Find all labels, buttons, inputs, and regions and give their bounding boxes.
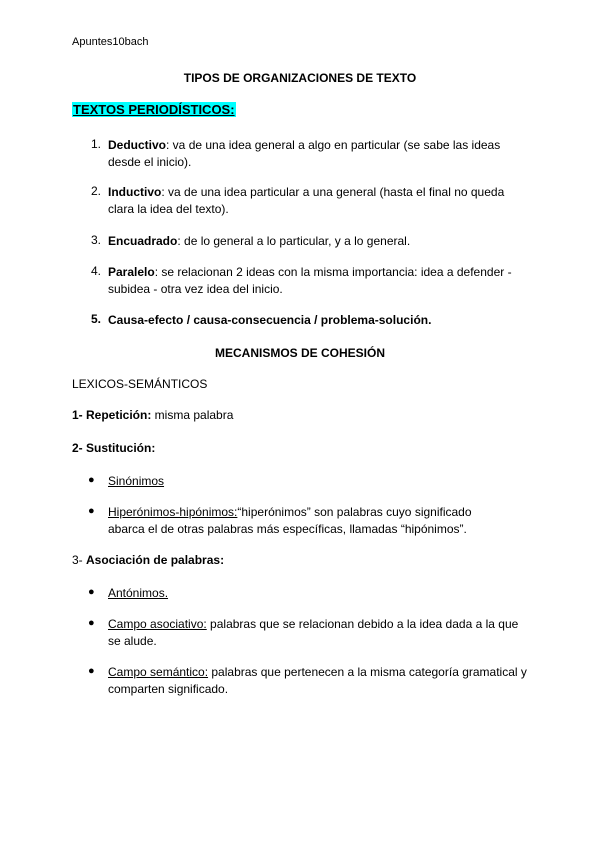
- bullet-icon: ●: [88, 586, 95, 598]
- list-item-inductivo: [108, 184, 528, 217]
- page-title: TIPOS DE ORGANIZACIONES DE TEXTO: [183, 71, 417, 85]
- list-item-paralelo: [108, 264, 528, 297]
- document-header: Apuntes10bach: [72, 36, 149, 48]
- label: 2- Sustitución:: [72, 441, 156, 455]
- definition: : se relacionan 2 ideas con la misma importancia: idea a defender - subidea - otra vez idea del inicio.: [108, 265, 512, 296]
- definition: palabras que se relacionan debido a la idea dada a la que se alude.: [108, 617, 519, 648]
- list-number: 4.: [91, 264, 102, 278]
- term: Hiperónimos-hipónimos:: [108, 505, 238, 519]
- label: 1- Repetición:: [72, 408, 152, 422]
- definition: “hiperónimos” son palabras cuyo significado abarca el de otras palabras más específicas, llamadas “hipónimos”.: [108, 505, 472, 536]
- definition: : va de una idea particular a una general (hasta el final no queda clara la idea del texto).: [108, 185, 505, 216]
- subsection-lexicos: LEXICOS-SEMÁNTICOS: [72, 377, 208, 391]
- term: Causa-efecto / causa-consecuencia / problema-solución.: [108, 313, 432, 327]
- bullet-icon: ●: [88, 505, 95, 517]
- bullet-icon: ●: [88, 474, 95, 486]
- term: Deductivo: [108, 138, 167, 152]
- list-number: 5.: [91, 312, 102, 326]
- list-item-sinonimos: [108, 473, 528, 490]
- bullet-icon: ●: [88, 617, 95, 629]
- sustitucion-heading: [72, 441, 155, 455]
- list-item-causa-efecto: [108, 312, 528, 329]
- list-item-campo-semantico: [108, 664, 528, 697]
- definition: palabras que pertenecen a la misma categoría gramatical y comparten significado.: [108, 665, 527, 696]
- bullet-icon: ●: [88, 665, 95, 677]
- term: Paralelo: [108, 265, 155, 279]
- repeticion-line: [72, 408, 233, 422]
- section-title-cohesion: MECANISMOS DE COHESIÓN: [214, 346, 385, 360]
- list-item-hiperonimos: [108, 504, 508, 537]
- term: Encuadrado: [108, 234, 178, 248]
- list-item-encuadrado: [108, 233, 528, 250]
- prefix: 3-: [72, 553, 87, 567]
- list-number: 2.: [91, 184, 102, 198]
- list-number: 1.: [91, 137, 102, 151]
- term: Campo semántico:: [108, 665, 209, 679]
- term: Sinónimos: [108, 474, 165, 488]
- list-number: 3.: [91, 233, 102, 247]
- list-item-deductivo: [108, 137, 528, 170]
- text: misma palabra: [151, 408, 234, 422]
- asociacion-heading: [72, 553, 224, 567]
- definition: : de lo general a lo particular, y a lo general.: [177, 234, 411, 248]
- label: Asociación de palabras:: [86, 553, 225, 567]
- term: Inductivo: [108, 185, 162, 199]
- list-item-antonimos: [108, 585, 528, 602]
- definition: : va de una idea general a algo en particular (se sabe las ideas desde el inicio).: [108, 138, 501, 169]
- term: Antónimos.: [108, 586, 169, 600]
- term: Campo asociativo:: [108, 617, 207, 631]
- section-heading-periodisticos: TEXTOS PERIODÍSTICOS:: [73, 102, 235, 117]
- list-item-campo-asociativo: [108, 616, 528, 649]
